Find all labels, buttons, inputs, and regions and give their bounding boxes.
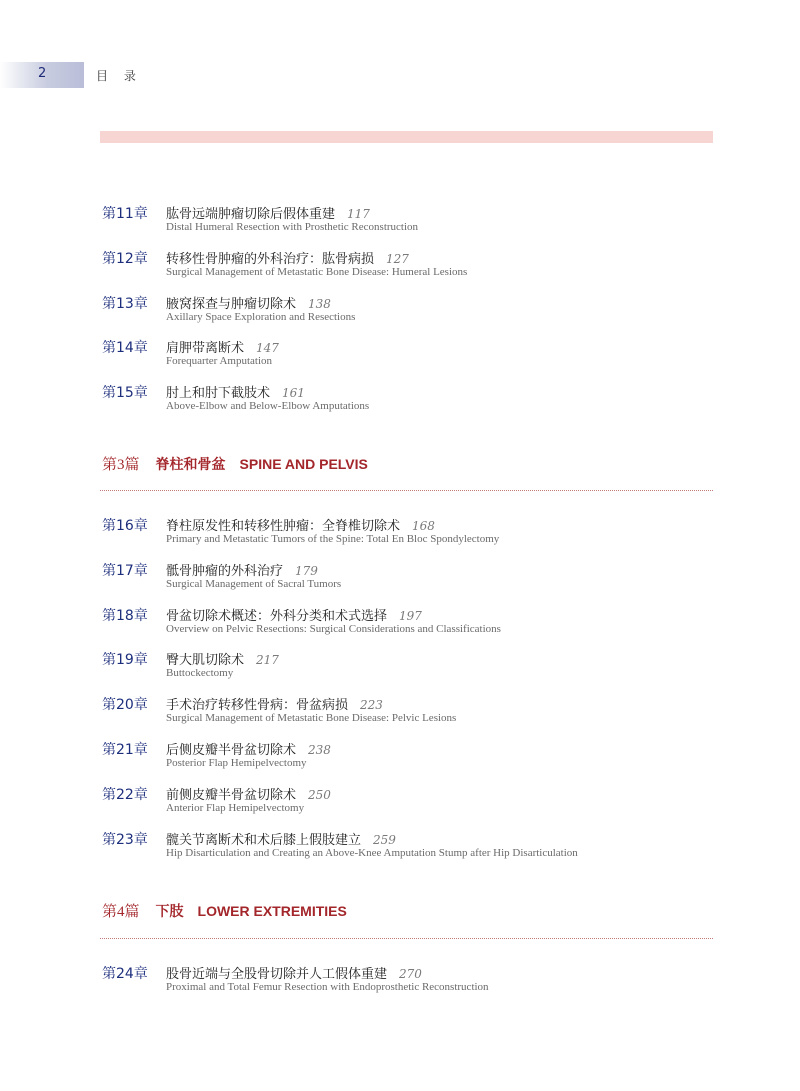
part-title-zh: 脊柱和骨盆	[155, 457, 226, 473]
page-number: 2	[38, 66, 47, 81]
chapter-title-en: Posterior Flap Hemipelvectomy	[166, 757, 307, 769]
chapter-title-en: Buttockectomy	[166, 667, 234, 679]
chapter-number: 第13章	[102, 296, 148, 312]
decorative-band	[100, 131, 713, 143]
part-number: 第3篇	[102, 457, 140, 473]
chapter-title-zh: 骶骨肿瘤的外科治疗 179	[166, 564, 318, 579]
chapter-number: 第11章	[102, 206, 148, 222]
chapter-title-en: Forequarter Amputation	[166, 355, 273, 367]
page-reference: 117	[347, 207, 370, 221]
page-reference: 259	[373, 833, 396, 847]
chapter-title-zh: 脊柱原发性和转移性肿瘤：全脊椎切除术 168	[166, 519, 435, 534]
chapter-title-en: Distal Humeral Resection with Prosthetic Reconstruction	[166, 221, 419, 233]
page-reference: 147	[256, 341, 279, 355]
part-title-en: SPINE AND PELVIS	[239, 456, 368, 472]
chapter-title-zh: 转移性骨肿瘤的外科治疗：肱骨病损 127	[166, 252, 409, 267]
page-reference: 270	[399, 967, 422, 981]
chapter-number: 第24章	[102, 966, 148, 982]
page-reference: 168	[412, 519, 435, 533]
chapter-title-en: Anterior Flap Hemipelvectomy	[166, 802, 305, 814]
chapter-title-en: Above-Elbow and Below-Elbow Amputations	[166, 400, 370, 412]
page-reference: 250	[308, 788, 331, 802]
chapter-number: 第14章	[102, 340, 148, 356]
chapter-title-en: Primary and Metastatic Tumors of the Spine: Total En Bloc Spondylectomy	[166, 533, 500, 545]
chapter-number: 第21章	[102, 742, 148, 758]
chapter-number: 第19章	[102, 652, 148, 668]
page-reference: 127	[386, 252, 409, 266]
chapter-title-zh: 前侧皮瓣半骨盆切除术 250	[166, 788, 331, 803]
part-title-zh: 下肢	[155, 904, 184, 920]
chapter-title-zh: 髋关节离断术和术后膝上假肢建立 259	[166, 833, 396, 848]
chapter-title-zh: 骨盆切除术概述：外科分类和术式选择 197	[166, 609, 422, 624]
chapter-title-en: Axillary Space Exploration and Resections	[166, 311, 356, 323]
page-reference: 197	[399, 609, 422, 623]
chapter-title-zh: 臀大肌切除术 217	[166, 653, 279, 668]
part-heading-4	[102, 900, 347, 921]
chapter-number: 第20章	[102, 697, 148, 713]
section-divider	[100, 490, 713, 491]
part-heading-3	[102, 453, 368, 474]
chapter-number: 第15章	[102, 385, 148, 401]
page-reference: 223	[360, 698, 383, 712]
chapter-title-en: Overview on Pelvic Resections: Surgical Considerations and Classifications	[166, 623, 501, 635]
section-divider	[100, 938, 713, 939]
chapter-title-zh: 后侧皮瓣半骨盆切除术 238	[166, 743, 331, 758]
chapter-number: 第18章	[102, 608, 148, 624]
part-number: 第4篇	[102, 904, 140, 920]
page-reference: 238	[308, 743, 331, 757]
page-reference: 161	[282, 386, 305, 400]
chapter-number: 第22章	[102, 787, 148, 803]
page-reference: 179	[295, 564, 318, 578]
chapter-title-en: Hip Disarticulation and Creating an Above-Knee Amputation Stump after Hip Disarticulation	[166, 847, 578, 859]
chapter-number: 第17章	[102, 563, 148, 579]
chapter-title-en: Surgical Management of Sacral Tumors	[166, 578, 342, 590]
chapter-title-zh: 肩胛带离断术 147	[166, 341, 279, 356]
chapter-title-zh: 肘上和肘下截肢术 161	[166, 386, 305, 401]
page-reference: 217	[256, 653, 279, 667]
running-title: 目 录	[96, 69, 142, 83]
chapter-title-zh: 腋窝探查与肿瘤切除术 138	[166, 297, 331, 312]
page-reference: 138	[308, 297, 331, 311]
chapter-title-zh: 股骨近端与全股骨切除并人工假体重建 270	[166, 967, 422, 982]
chapter-number: 第12章	[102, 251, 148, 267]
chapter-title-en: Proximal and Total Femur Resection with Endoprosthetic Reconstruction	[166, 981, 489, 993]
chapter-number: 第23章	[102, 832, 148, 848]
chapter-title-en: Surgical Management of Metastatic Bone Disease: Pelvic Lesions	[166, 712, 457, 724]
chapter-title-zh: 肱骨远端肿瘤切除后假体重建 117	[166, 207, 370, 222]
chapter-title-en: Surgical Management of Metastatic Bone Disease: Humeral Lesions	[166, 266, 468, 278]
chapter-title-zh: 手术治疗转移性骨病：骨盆病损 223	[166, 698, 383, 713]
part-title-en: LOWER EXTREMITIES	[197, 903, 347, 919]
chapter-number: 第16章	[102, 518, 148, 534]
